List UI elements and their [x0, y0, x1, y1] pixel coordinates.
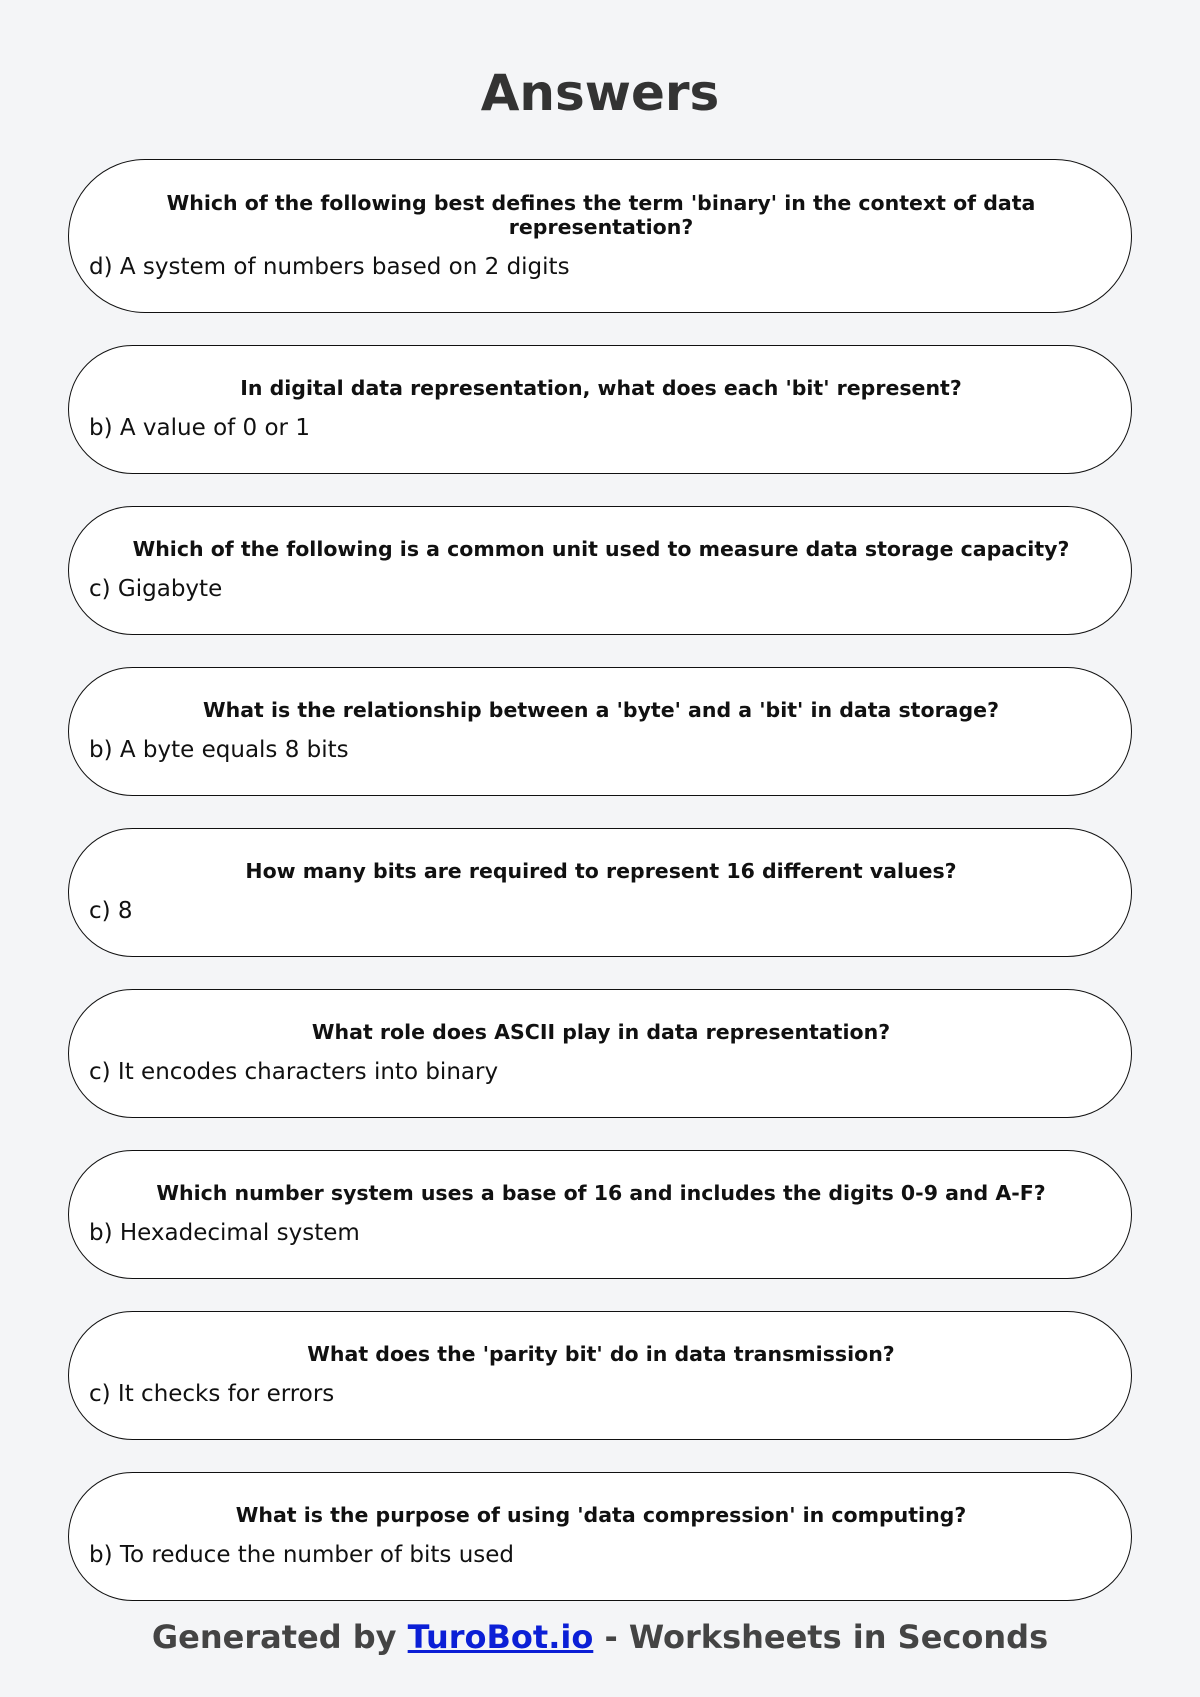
question-text: In digital data representation, what does each 'bit' represent?: [240, 376, 962, 401]
question-text: What is the relationship between a 'byte' and a 'bit' in data storage?: [203, 698, 999, 723]
answer-card: [68, 828, 1132, 957]
answer-card: [68, 506, 1132, 635]
answer-card: [68, 1150, 1132, 1279]
answer-card: [68, 1311, 1132, 1440]
footer: [0, 1618, 1200, 1656]
answer-card: [68, 989, 1132, 1118]
answer-text: c) It checks for errors: [89, 1381, 335, 1407]
question-text: How many bits are required to represent 16 different values?: [245, 859, 957, 884]
answer-list: [68, 159, 1133, 1633]
answer-text: b) A byte equals 8 bits: [89, 737, 349, 763]
page-title: Answers: [480, 64, 720, 122]
turobot-link[interactable]: TuroBot.io: [407, 1618, 594, 1656]
answer-text: c) It encodes characters into binary: [89, 1059, 499, 1085]
answer-text: c) Gigabyte: [89, 576, 223, 602]
question-text: Which number system uses a base of 16 and includes the digits 0-9 and A-F?: [156, 1181, 1046, 1206]
answer-text: d) A system of numbers based on 2 digits: [89, 253, 570, 280]
footer-prefix: Generated by: [151, 1618, 397, 1656]
question-text: What does the 'parity bit' do in data transmission?: [307, 1342, 895, 1367]
answer-text: c) 8: [89, 898, 133, 924]
answer-card: [68, 345, 1132, 474]
answer-text: b) To reduce the number of bits used: [89, 1542, 515, 1568]
answer-card: [68, 159, 1132, 313]
answer-text: b) A value of 0 or 1: [89, 415, 310, 441]
answer-text: b) Hexadecimal system: [89, 1220, 360, 1246]
footer-suffix: - Worksheets in Seconds: [604, 1618, 1049, 1656]
answer-card: [68, 1472, 1132, 1601]
answer-card: [68, 667, 1132, 796]
question-text: What is the purpose of using 'data compression' in computing?: [235, 1503, 967, 1528]
question-text: What role does ASCII play in data representation?: [311, 1020, 891, 1045]
question-text: Which of the following best defines the term 'binary' in the context of data representation?: [166, 190, 1036, 240]
question-text: Which of the following is a common unit used to measure data storage capacity?: [132, 537, 1070, 562]
